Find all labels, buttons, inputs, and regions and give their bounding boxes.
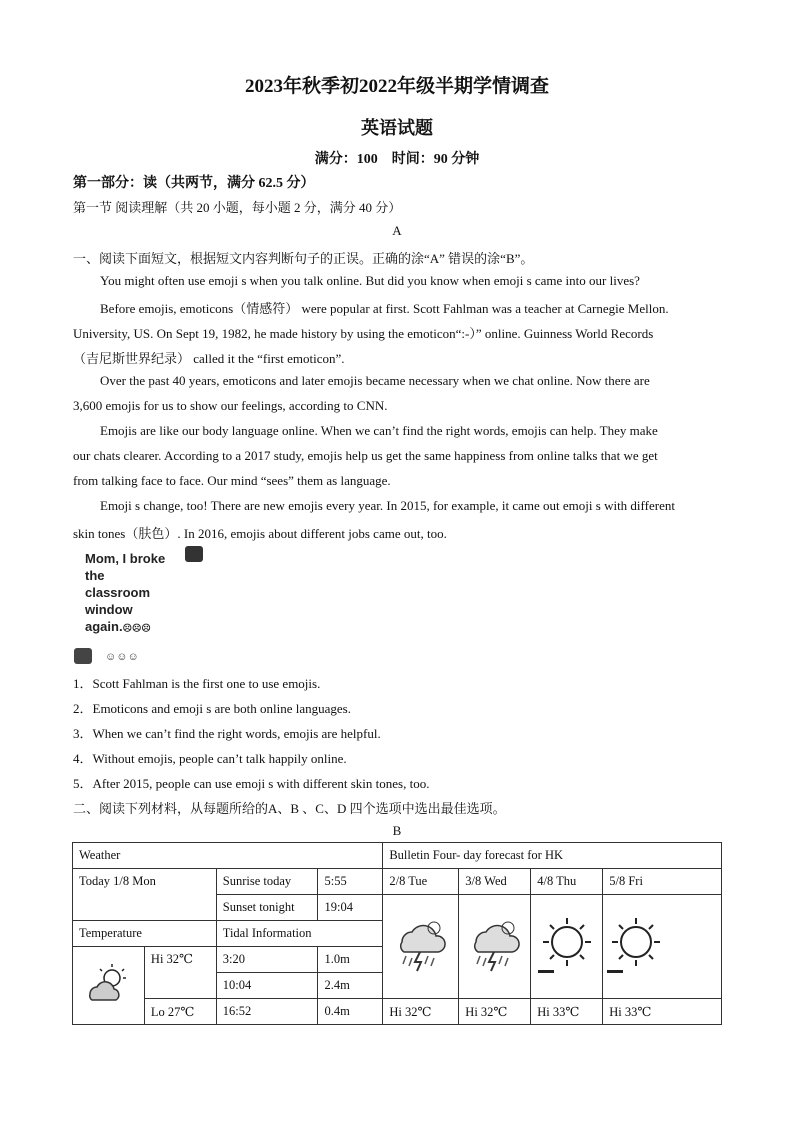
forecast-icon-cell	[531, 895, 603, 999]
tide-time: 16:52	[216, 999, 318, 1025]
sun-icon	[605, 914, 667, 976]
today-low: Lo 27℃	[144, 999, 216, 1025]
tide-time: 10:04	[216, 973, 318, 999]
question-5: 5．After 2015, people can use emoji s with different skin tones, too.	[73, 776, 430, 791]
image-text-line: the	[85, 568, 105, 583]
paragraph-2-line-1: Before emojis, emoticons（情感符） were popular at first. Scott Fahlman was a teacher at Carnegie Mellon.	[100, 301, 669, 316]
question-3: 3．When we can’t find the right words, emojis are helpful.	[73, 726, 381, 741]
forecast-icon-cell	[603, 895, 722, 999]
paragraph-4-line-3: from talking face to face. Our mind “sees” them as language.	[73, 473, 391, 488]
question-4: 4．Without emojis, people can’t talk happily online.	[73, 751, 347, 766]
forecast-high: Hi 33℃	[531, 999, 603, 1025]
avatar-icon	[74, 648, 92, 664]
sunrise-label: Sunrise today	[216, 869, 318, 895]
paragraph-4-line-2: our chats clearer. According to a 2017 study, emojis help us get the same happiness from online talks that we get	[73, 448, 658, 463]
tidal-label: Tidal Information	[216, 921, 383, 947]
score-time: 满分：100 时间：90 分钟	[314, 152, 480, 167]
paragraph-5-line-2: skin tones（肤色）. In 2016, emojis about different jobs came out, too.	[73, 526, 447, 541]
page-subtitle: 英语试题	[361, 118, 433, 138]
paragraph-2-line-2: University, US. On Sept 19, 1982, he made history by using the emoticon“:-）” online. Guinness World Records	[73, 326, 654, 341]
sunrise-value: 5:55	[318, 869, 383, 895]
cloud-sun-icon	[82, 960, 134, 1008]
passage-label-b: B	[392, 823, 402, 838]
sunset-value: 19:04	[318, 895, 383, 921]
instruction-a: 一、阅读下面短文，根据短文内容判断句子的正误。正确的涂“A” 错误的涂“B”。	[73, 251, 534, 266]
paragraph-3-line-2: 3,600 emojis for us to show our feelings, according to CNN.	[73, 398, 388, 413]
today-icon-cell	[73, 947, 145, 1025]
paragraph-5-line-1: Emoji s change, too! There are new emojis every year. In 2015, for example, it came out emoji s with different	[100, 498, 675, 513]
paragraph-3-line-1: Over the past 40 years, emoticons and later emojis became necessary when we chat online. Now there are	[100, 373, 650, 388]
sun-icon	[536, 914, 598, 976]
avatar-icon	[185, 546, 203, 562]
today-cell: Today 1/8 Mon	[73, 869, 217, 921]
tide-height: 0.4m	[318, 999, 383, 1025]
paragraph-2-line-3: （吉尼斯世界纪录） called it the “first emoticon”.	[73, 351, 345, 366]
bulletin-header: Bulletin Four- day forecast for HK	[383, 843, 722, 869]
laughing-emoji-icon: ☺☺☺	[105, 651, 139, 663]
crying-emoji-icon: ☹☹☹	[122, 623, 151, 633]
question-1: 1．Scott Fahlman is the first one to use emojis.	[73, 676, 321, 691]
question-2: 2．Emoticons and emoji s are both online languages.	[73, 701, 351, 716]
forecast-high: Hi 32℃	[383, 999, 459, 1025]
forecast-high: Hi 32℃	[459, 999, 531, 1025]
image-text-line: again.	[85, 619, 123, 634]
tide-height: 1.0m	[318, 947, 383, 973]
forecast-day: 3/8 Wed	[459, 869, 531, 895]
image-text-line: Mom, I broke	[85, 551, 166, 566]
forecast-day: 5/8 Fri	[603, 869, 722, 895]
storm-icon	[390, 914, 452, 976]
forecast-icon-cell	[459, 895, 531, 999]
today-high: Hi 32℃	[144, 947, 216, 999]
forecast-icon-cell	[383, 895, 459, 999]
page-title: 2023年秋季初2022年级半期学情调查	[244, 76, 549, 97]
weather-header: Weather	[73, 843, 383, 869]
paragraph-4-line-1: Emojis are like our body language online. When we can’t find the right words, emojis can help. They make	[100, 423, 658, 438]
forecast-day: 2/8 Tue	[383, 869, 459, 895]
forecast-day: 4/8 Thu	[531, 869, 603, 895]
forecast-high: Hi 33℃	[603, 999, 722, 1025]
part-title: 第一部分：读（共两节，满分 62.5 分）	[73, 176, 315, 191]
sunset-label: Sunset tonight	[216, 895, 318, 921]
paragraph-1: You might often use emoji s when you talk online. But did you know when emoji s came into our lives?	[100, 273, 640, 288]
image-text-line: window	[85, 602, 133, 617]
storm-icon	[464, 914, 526, 976]
tide-time: 3:20	[216, 947, 318, 973]
weather-table	[72, 842, 722, 1025]
tide-height: 2.4m	[318, 973, 383, 999]
image-text-line: classroom	[85, 585, 151, 600]
emoji-chat-image	[73, 544, 213, 669]
instruction-b: 二、阅读下列材料，从每题所给的A、B 、C、D 四个选项中选出最佳选项。	[73, 801, 506, 816]
passage-label-a: A	[392, 223, 402, 238]
temperature-label: Temperature	[73, 921, 217, 947]
section-title: 第一节 阅读理解（共 20 小题，每小题 2 分，满分 40 分）	[73, 200, 402, 215]
